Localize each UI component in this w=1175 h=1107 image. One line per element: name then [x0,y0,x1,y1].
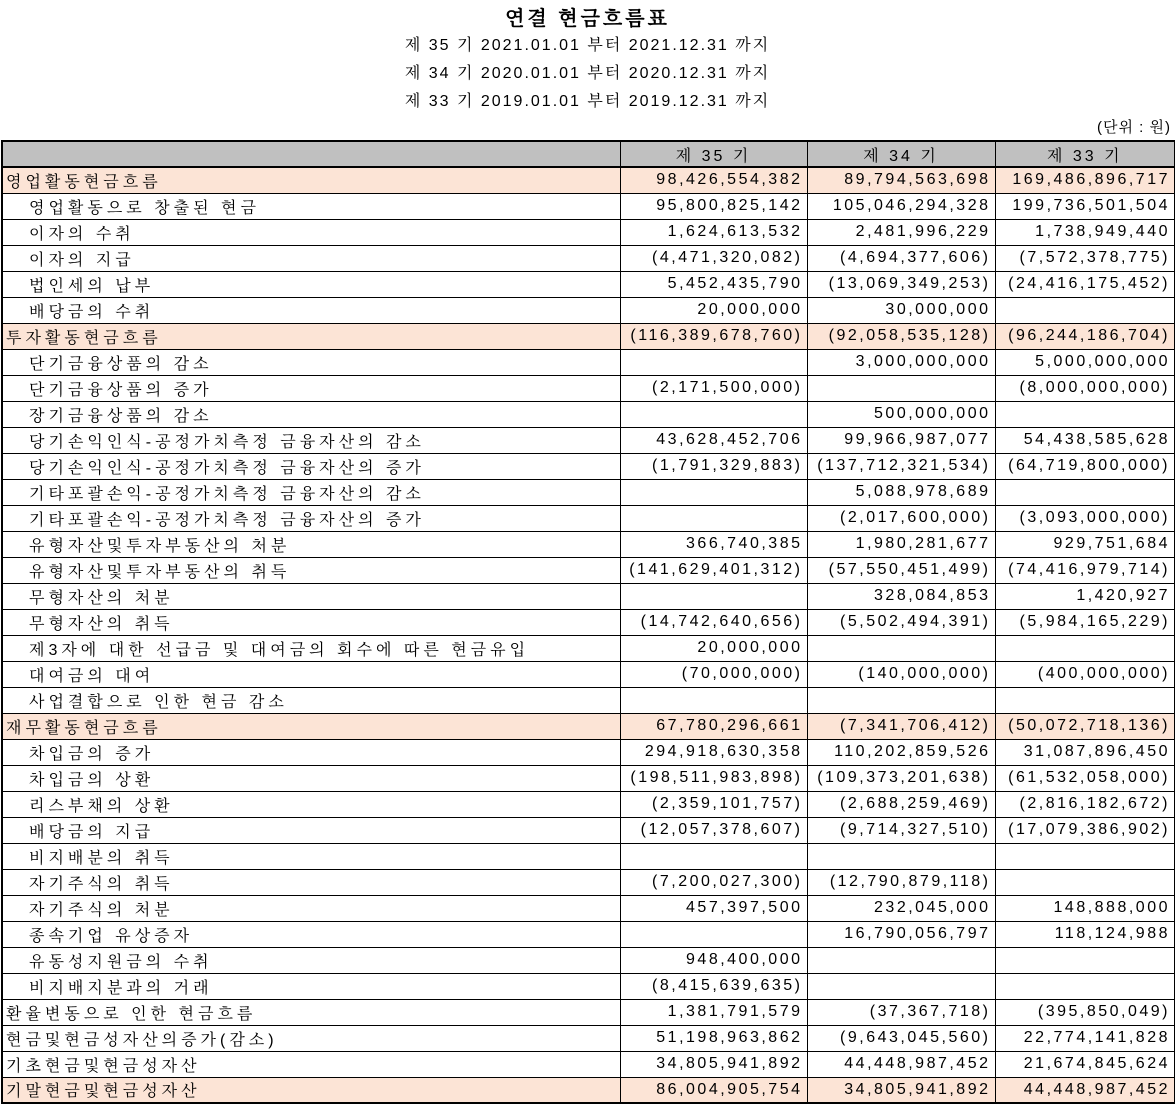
row-value-col2: 44,448,987,452 [807,1051,995,1077]
row-label: 단기금융상품의 증가 [2,375,620,401]
table-row [2,843,1175,869]
row-label: 비지배지분과의 거래 [2,973,620,999]
table-row [2,193,1175,219]
row-value-col2: (5,502,494,391) [807,609,995,635]
row-label: 재무활동현금흐름 [2,713,620,739]
row-label: 이자의 수취 [2,219,620,245]
row-value-col1: (116,389,678,760) [620,323,807,349]
row-value-col2: (2,688,259,469) [807,791,995,817]
row-value-col3: 929,751,684 [995,531,1175,557]
row-label: 사업결합으로 인한 현금 감소 [2,687,620,713]
row-value-col3: 169,486,896,717 [995,167,1175,193]
cashflow-table [1,140,1175,1104]
row-value-col2: 30,000,000 [807,297,995,323]
row-value-col3: (64,719,800,000) [995,453,1175,479]
header-row [2,141,1175,167]
table-body [2,167,1175,1103]
row-label: 자기주식의 취득 [2,869,620,895]
row-value-col2: (140,000,000) [807,661,995,687]
row-value-col2: 89,794,563,698 [807,167,995,193]
row-value-col1: (141,629,401,312) [620,557,807,583]
row-label: 유동성지원금의 수취 [2,947,620,973]
row-value-col1: (2,359,101,757) [620,791,807,817]
row-label: 기타포괄손익-공정가치측정 금융자산의 증가 [2,505,620,531]
table-row [2,609,1175,635]
table-row [2,973,1175,999]
row-value-col1: 1,624,613,532 [620,219,807,245]
row-value-col3: 21,674,845,624 [995,1051,1175,1077]
table-row [2,583,1175,609]
table-row [2,375,1175,401]
row-value-col1 [620,505,807,531]
row-label: 당기손익인식-공정가치측정 금융자산의 증가 [2,453,620,479]
row-value-col3: (17,079,386,902) [995,817,1175,843]
row-value-col1: (2,171,500,000) [620,375,807,401]
row-label: 현금및현금성자산의증가(감소) [2,1025,620,1051]
table-row [2,817,1175,843]
table-header [2,141,1175,167]
row-value-col2 [807,843,995,869]
row-value-col1: 51,198,963,862 [620,1025,807,1051]
row-value-col1: 20,000,000 [620,297,807,323]
row-value-col2: (37,367,718) [807,999,995,1025]
row-value-col2: (7,341,706,412) [807,713,995,739]
row-label: 기초현금및현금성자산 [2,1051,620,1077]
row-value-col1: 43,628,452,706 [620,427,807,453]
row-value-col3 [995,687,1175,713]
row-value-col3 [995,869,1175,895]
row-value-col2: (4,694,377,606) [807,245,995,271]
row-value-col2: (57,550,451,499) [807,557,995,583]
row-label: 배당금의 지급 [2,817,620,843]
row-label: 기말현금및현금성자산 [2,1077,620,1103]
row-label: 법인세의 납부 [2,271,620,297]
row-value-col3 [995,479,1175,505]
table-row [2,895,1175,921]
row-value-col2: (137,712,321,534) [807,453,995,479]
row-value-col3: 1,738,949,440 [995,219,1175,245]
row-value-col3: (2,816,182,672) [995,791,1175,817]
row-label: 영업활동현금흐름 [2,167,620,193]
row-value-col1: (12,057,378,607) [620,817,807,843]
row-value-col3: (3,093,000,000) [995,505,1175,531]
row-value-col2: 34,805,941,892 [807,1077,995,1103]
row-value-col3 [995,843,1175,869]
row-value-col3 [995,635,1175,661]
row-label: 투자활동현금흐름 [2,323,620,349]
row-label: 무형자산의 처분 [2,583,620,609]
row-value-col1: (14,742,640,656) [620,609,807,635]
row-value-col3: 31,087,896,450 [995,739,1175,765]
row-label: 무형자산의 취득 [2,609,620,635]
row-label: 자기주식의 처분 [2,895,620,921]
table-row [2,479,1175,505]
row-value-col2: (92,058,535,128) [807,323,995,349]
table-row [2,1051,1175,1077]
row-value-col3: (74,416,979,714) [995,557,1175,583]
row-value-col1: 1,381,791,579 [620,999,807,1025]
table-row [2,921,1175,947]
table-row [2,635,1175,661]
row-value-col2: (9,643,045,560) [807,1025,995,1051]
row-value-col3: (50,072,718,136) [995,713,1175,739]
row-value-col3: 44,448,987,452 [995,1077,1175,1103]
row-label: 기타포괄손익-공정가치측정 금융자산의 감소 [2,479,620,505]
table-row [2,557,1175,583]
row-value-col1 [620,479,807,505]
table-row [2,349,1175,375]
row-value-col3 [995,947,1175,973]
row-value-col1 [620,583,807,609]
row-value-col3: (400,000,000) [995,661,1175,687]
table-row [2,687,1175,713]
row-label: 차입금의 상환 [2,765,620,791]
row-value-col3: (395,850,049) [995,999,1175,1025]
table-row [2,1025,1175,1051]
row-value-col3: 1,420,927 [995,583,1175,609]
row-value-col3 [995,401,1175,427]
row-value-col3 [995,973,1175,999]
row-value-col2: (13,069,349,253) [807,271,995,297]
row-label: 단기금융상품의 감소 [2,349,620,375]
row-value-col2 [807,947,995,973]
row-value-col3: 148,888,000 [995,895,1175,921]
row-value-col3: 22,774,141,828 [995,1025,1175,1051]
header-cell-period-34: 제 34 기 [807,141,995,167]
report-period-35: 제 35 기 2021.01.01 부터 2021.12.31 까지 [404,37,771,54]
header-cell-account [2,141,620,167]
table-row [2,739,1175,765]
row-value-col1: (4,471,320,082) [620,245,807,271]
report-title: 연결 현금흐름표 [505,8,670,30]
row-value-col2: 1,980,281,677 [807,531,995,557]
row-value-col3: (96,244,186,704) [995,323,1175,349]
table-row [2,661,1175,687]
row-value-col3: 118,124,988 [995,921,1175,947]
table-row [2,427,1175,453]
row-value-col1: 948,400,000 [620,947,807,973]
table-row [2,219,1175,245]
table-row [2,271,1175,297]
row-value-col2 [807,973,995,999]
row-label: 당기손익인식-공정가치측정 금융자산의 감소 [2,427,620,453]
row-value-col3: 5,000,000,000 [995,349,1175,375]
row-value-col2: 328,084,853 [807,583,995,609]
table-row [2,245,1175,271]
row-label: 유형자산및투자부동산의 취득 [2,557,620,583]
row-value-col1: (198,511,983,898) [620,765,807,791]
row-label: 차입금의 증가 [2,739,620,765]
row-value-col2: 5,088,978,689 [807,479,995,505]
row-value-col1 [620,349,807,375]
row-value-col3: (24,416,175,452) [995,271,1175,297]
row-label: 종속기업 유상증자 [2,921,620,947]
row-value-col3: 199,736,501,504 [995,193,1175,219]
row-value-col1: 294,918,630,358 [620,739,807,765]
row-value-col1 [620,401,807,427]
row-value-col2: 2,481,996,229 [807,219,995,245]
table-row [2,531,1175,557]
row-label: 환율변동으로 인한 현금흐름 [2,999,620,1025]
row-value-col1: 34,805,941,892 [620,1051,807,1077]
row-value-col3 [995,297,1175,323]
row-value-col1: (70,000,000) [620,661,807,687]
row-value-col2: 105,046,294,328 [807,193,995,219]
row-value-col1: 95,800,825,142 [620,193,807,219]
row-value-col2 [807,687,995,713]
row-value-col2: (109,373,201,638) [807,765,995,791]
table-row [2,167,1175,193]
row-label: 비지배분의 취득 [2,843,620,869]
row-value-col1: 366,740,385 [620,531,807,557]
row-label: 대여금의 대여 [2,661,620,687]
table-row [2,401,1175,427]
table-row [2,297,1175,323]
row-label: 이자의 지급 [2,245,620,271]
row-value-col2: 3,000,000,000 [807,349,995,375]
row-value-col1: (1,791,329,883) [620,453,807,479]
row-value-col1: 98,426,554,382 [620,167,807,193]
row-value-col1: 5,452,435,790 [620,271,807,297]
row-value-col1: 86,004,905,754 [620,1077,807,1103]
table-row [2,947,1175,973]
row-value-col2: 500,000,000 [807,401,995,427]
row-value-col1 [620,687,807,713]
table-row [2,791,1175,817]
row-value-col3: (8,000,000,000) [995,375,1175,401]
row-label: 유형자산및투자부동산의 처분 [2,531,620,557]
table-row [2,713,1175,739]
table-row [2,505,1175,531]
report-period-33: 제 33 기 2019.01.01 부터 2019.12.31 까지 [404,93,771,110]
row-value-col1: (8,415,639,635) [620,973,807,999]
unit-label: (단위 : 원) [1097,119,1171,136]
table-row [2,999,1175,1025]
row-value-col2: 232,045,000 [807,895,995,921]
row-value-col1: 67,780,296,661 [620,713,807,739]
table-row [2,765,1175,791]
row-value-col3: 54,438,585,628 [995,427,1175,453]
report-period-34: 제 34 기 2020.01.01 부터 2020.12.31 까지 [404,65,771,82]
row-value-col1: 20,000,000 [620,635,807,661]
row-value-col1 [620,843,807,869]
table-row [2,323,1175,349]
row-label: 배당금의 수취 [2,297,620,323]
row-value-col2: (9,714,327,510) [807,817,995,843]
table-row [2,869,1175,895]
header-cell-period-33: 제 33 기 [995,141,1175,167]
row-value-col2: (2,017,600,000) [807,505,995,531]
row-value-col3: (7,572,378,775) [995,245,1175,271]
table-row [2,1077,1175,1103]
row-label: 영업활동으로 창출된 현금 [2,193,620,219]
row-value-col1 [620,921,807,947]
row-value-col3: (61,532,058,000) [995,765,1175,791]
row-value-col2: 110,202,859,526 [807,739,995,765]
header-cell-period-35: 제 35 기 [620,141,807,167]
row-label: 장기금융상품의 감소 [2,401,620,427]
row-value-col2 [807,375,995,401]
row-value-col3: (5,984,165,229) [995,609,1175,635]
row-value-col2: 16,790,056,797 [807,921,995,947]
row-label: 리스부채의 상환 [2,791,620,817]
row-value-col2: (12,790,879,118) [807,869,995,895]
row-value-col2 [807,635,995,661]
row-value-col2: 99,966,987,077 [807,427,995,453]
row-value-col1: 457,397,500 [620,895,807,921]
row-value-col1: (7,200,027,300) [620,869,807,895]
table-row [2,453,1175,479]
row-label: 제3자에 대한 선급금 및 대여금의 회수에 따른 현금유입 [2,635,620,661]
